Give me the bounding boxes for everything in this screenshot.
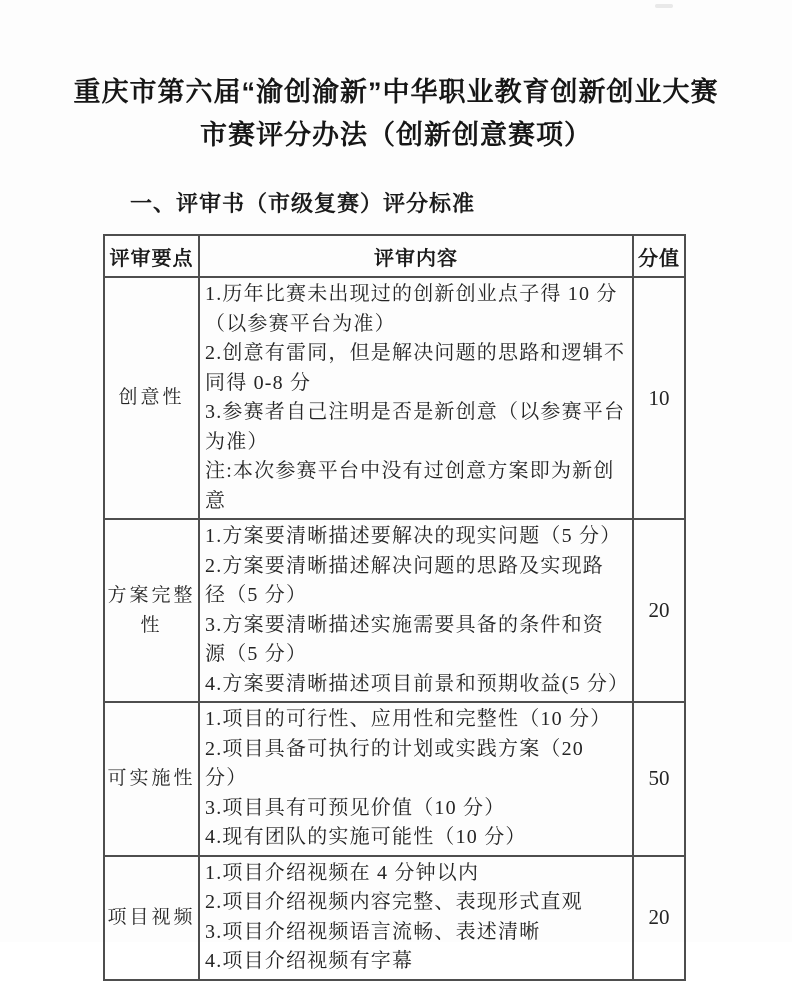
criterion-cell: 方案完整 性: [104, 519, 199, 702]
section-heading: 一、评审书（市级复赛）评分标准: [130, 191, 476, 216]
table-row: [104, 277, 685, 519]
header-cell-content: 评审内容: [199, 235, 633, 277]
score-cell: 20: [633, 519, 685, 702]
criterion-cell: 项目视频: [104, 856, 199, 980]
criterion-cell: 创意性: [104, 277, 199, 519]
content-cell: 1.历年比赛未出现过的创新创业点子得 10 分 （以参赛平台为准） 2.创意有雷同，但是解决问题的思路和逻辑不 同得 0-8 分 3.参赛者自己注明是否是新创意（以参赛平台 为准） 注:本次参赛平台中没有过创意方案即为新创 意: [199, 277, 633, 519]
score-cell: 20: [633, 856, 685, 980]
content-cell: 1.项目介绍视频在 4 分钟以内 2.项目介绍视频内容完整、表现形式直观 3.项目介绍视频语言流畅、表述清晰 4.项目介绍视频有字幕: [199, 856, 633, 980]
header-cell-score: 分值: [633, 235, 685, 277]
score-cell: 50: [633, 702, 685, 856]
header-cell-criteria: 评审要点: [104, 235, 199, 277]
table-header-row: [104, 235, 685, 277]
table-row: [104, 702, 685, 856]
table-row: [104, 519, 685, 702]
criterion-cell: 可实施性: [104, 702, 199, 856]
page-title-line-1: 重庆市第六届“渝创渝新”中华职业教育创新创业大赛: [73, 77, 719, 107]
table-row: [104, 856, 685, 980]
content-cell: 1.方案要清晰描述要解决的现实问题（5 分） 2.方案要清晰描述解决问题的思路及实现路 径（5 分） 3.方案要清晰描述实施需要具备的条件和资 源（5 分） 4.方案要清晰描述项目前景和预期收益(5 分）: [199, 519, 633, 702]
content-cell: 1.项目的可行性、应用性和完整性（10 分） 2.项目具备可执行的计划或实践方案（20 分） 3.项目具有可预见价值（10 分） 4.现有团队的实施可能性（10 分）: [199, 702, 633, 856]
score-table: [103, 234, 686, 981]
page-title-line-2: 市赛评分办法（创新创意赛项）: [200, 120, 592, 150]
score-cell: 10: [633, 277, 685, 519]
scan-artifact: [655, 4, 673, 8]
